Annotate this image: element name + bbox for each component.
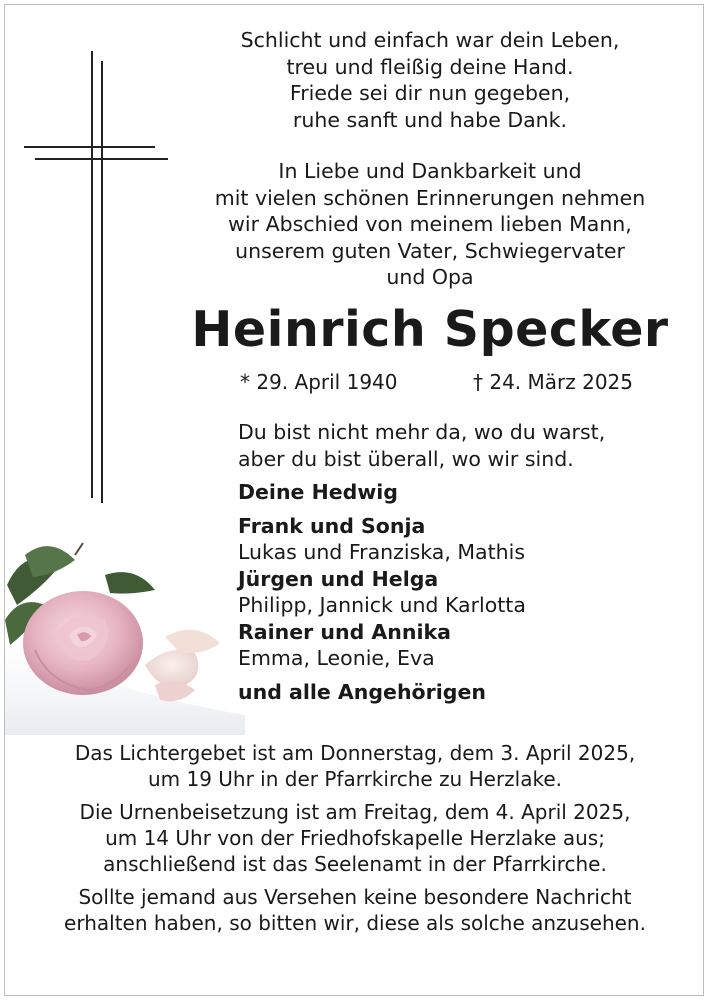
rose-image (5, 525, 245, 735)
notice-line: erhalten haben, so bitten wir, diese als solche anzusehen. (64, 911, 646, 935)
family-parents: Rainer und Annika (238, 619, 451, 644)
footer-info (19, 740, 691, 943)
family-children: Emma, Leonie, Eva (238, 646, 435, 670)
poem-line: treu und fleißig deine Hand. (286, 54, 574, 79)
family-parents: Jürgen und Helga (238, 566, 439, 591)
quote-line: aber du bist überall, wo wir sind. (238, 446, 574, 471)
obituary-notice (4, 4, 704, 996)
life-dates (240, 369, 680, 395)
poem-line: ruhe sanft und habe Dank. (292, 107, 568, 132)
urn-line: Die Urnenbeisetzung ist am Freitag, dem 4. April 2025, (79, 800, 631, 824)
intro-line: unserem guten Vater, Schwiegervater (235, 238, 625, 263)
prayer-line: um 19 Uhr in der Pfarrkirche zu Herzlake. (147, 767, 563, 791)
urn-line: um 14 Uhr von der Friedhofskapelle Herzlake aus; (105, 826, 605, 850)
family-list (238, 479, 698, 705)
family-wife: Deine Hedwig (238, 480, 398, 504)
family-children: Philipp, Jannick und Karlotta (238, 593, 526, 617)
notice-info (19, 884, 691, 936)
deceased-name: Heinrich Specker (191, 301, 669, 358)
intro-line: und Opa (386, 265, 474, 289)
intro-line: wir Abschied von meinem lieben Mann, (228, 212, 632, 236)
cross-icon (5, 5, 185, 525)
notice-line: Sollte jemand aus Versehen keine besondere Nachricht (78, 885, 632, 909)
family-relatives: und alle Angehörigen (238, 679, 486, 704)
poem-line: Friede sei dir nun gegeben, (289, 81, 571, 105)
quote (238, 419, 688, 472)
death-date: † 24. März 2025 (473, 370, 634, 394)
birth-date: * 29. April 1940 (240, 370, 398, 394)
family-parents: Frank und Sonja (238, 513, 426, 538)
poem-line: Schlicht und einfach war dein Leben, (240, 28, 620, 52)
urn-info (19, 799, 691, 877)
quote-line: Du bist nicht mehr da, wo du warst, (238, 420, 606, 444)
poem (185, 27, 675, 133)
intro-line: mit vielen schönen Erinnerungen nehmen (214, 185, 646, 210)
intro-text (185, 158, 675, 291)
prayer-info (19, 740, 691, 792)
intro-line: In Liebe und Dankbarkeit und (278, 159, 582, 183)
family-children: Lukas und Franziska, Mathis (238, 540, 526, 564)
prayer-line: Das Lichtergebet ist am Donnerstag, dem 3. April 2025, (74, 741, 636, 765)
urn-line: anschließend ist das Seelenamt in der Pfarrkirche. (103, 852, 607, 876)
